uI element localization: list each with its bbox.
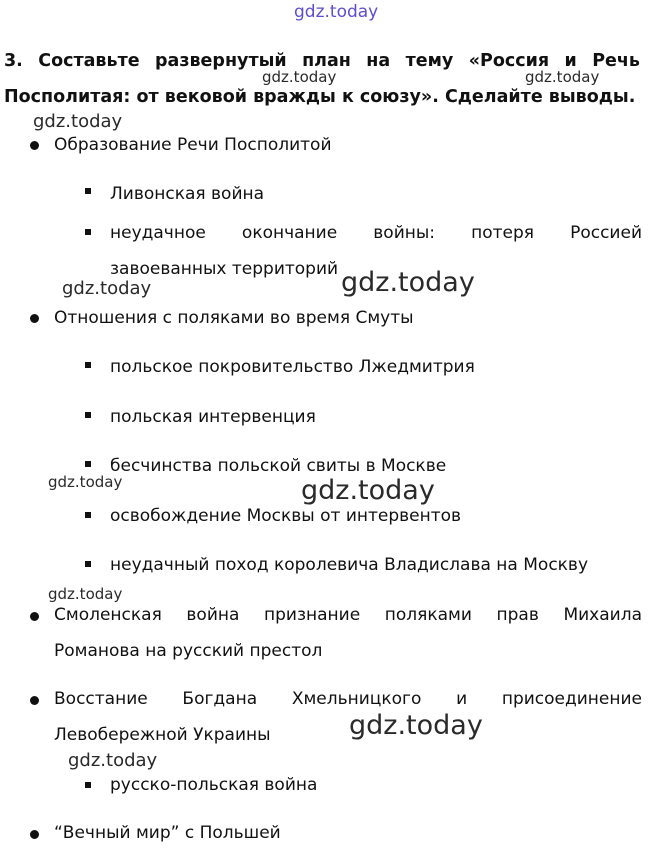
task-heading-line-2: Посполитая: от вековой вражды к союзу». Сделайте выводы. [4, 87, 636, 107]
watermark: gdz.today [262, 68, 337, 86]
plan-subitem: русско-польская война [110, 775, 318, 795]
watermark-top: gdz.today [294, 2, 379, 22]
plan-subitem-continued: завоеванных территорий [110, 259, 339, 279]
plan-subitem: неудачный поход королевича Владислава на Москву [110, 555, 589, 575]
sub-bullet-square [85, 461, 91, 467]
plan-item-4-continued: Левобережной Украины [54, 725, 271, 745]
plan-subitem: Ливонская война [110, 184, 265, 204]
plan-subitem: польская интервенция [110, 407, 316, 427]
plan-subitem: польское покровительство Лжедмитрия [110, 357, 475, 377]
watermark: gdz.today [525, 68, 600, 86]
plan-item-3: Смоленская война признание поляками прав Михаила [54, 605, 642, 625]
watermark: gdz.today [68, 750, 158, 771]
bullet-dot [30, 141, 39, 150]
plan-subitem: освобождение Москвы от интервентов [110, 506, 462, 526]
sub-bullet-square [85, 412, 91, 418]
sub-bullet-square [85, 512, 91, 518]
bullet-dot [30, 830, 39, 839]
bullet-dot [30, 612, 39, 621]
plan-subitem: неудачное окончание войны: потеря Россией [110, 223, 642, 243]
bullet-dot [30, 696, 39, 705]
plan-item-2: Отношения с поляками во время Смуты [54, 308, 414, 328]
sub-bullet-square [85, 782, 91, 788]
plan-item-4: Восстание Богдана Хмельницкого и присоединение [54, 689, 642, 709]
bullet-dot [30, 314, 39, 323]
sub-bullet-square [85, 229, 91, 235]
sub-bullet-square [85, 188, 91, 194]
plan-item-5: “Вечный мир” с Польшей [54, 823, 281, 843]
watermark: gdz.today [48, 473, 123, 491]
watermark: gdz.today [301, 475, 435, 506]
sub-bullet-square [85, 561, 91, 567]
task-heading-line-1: 3. Составьте развернутый план на тему «Россия и Речь [4, 51, 640, 71]
plan-subitem: бесчинства польской свиты в Москве [110, 456, 447, 476]
watermark: gdz.today [62, 278, 152, 299]
watermark: gdz.today [349, 710, 483, 741]
watermark: gdz.today [341, 267, 475, 298]
sub-bullet-square [85, 362, 91, 368]
watermark: gdz.today [33, 111, 123, 132]
plan-item-1: Образование Речи Посполитой [54, 135, 332, 155]
watermark: gdz.today [48, 585, 123, 603]
plan-item-3-continued: Романова на русский престол [54, 641, 323, 661]
